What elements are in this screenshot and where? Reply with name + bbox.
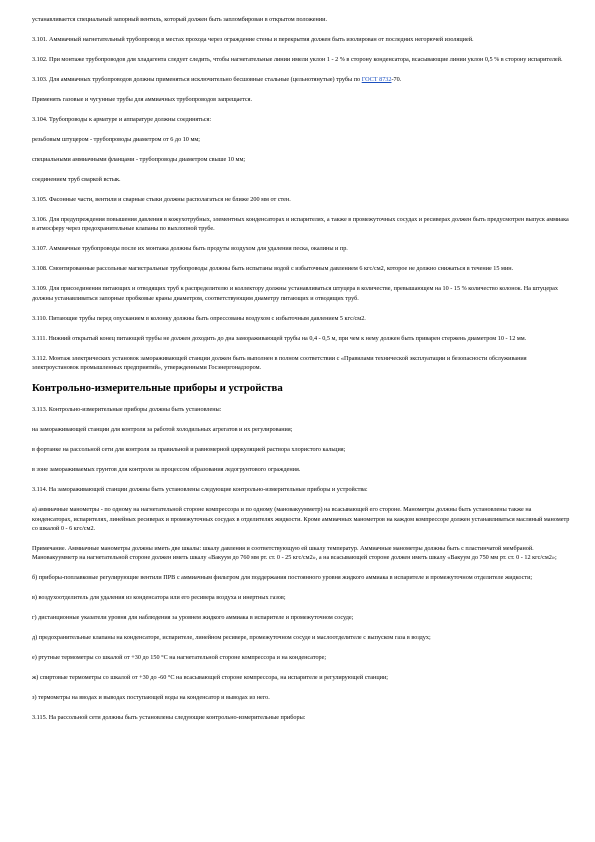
- paragraph: 3.104. Трубопроводы к арматуре и аппаратуре должны соединяться:: [32, 116, 212, 123]
- paragraph: резьбовым штуцером - трубопроводы диаметром от 6 до 10 мм;: [32, 136, 200, 143]
- paragraph: д) предохранительные клапаны на конденсаторе, испарителе, линейном ресивере, промежуточном сосуде и маслоотделителе с выпуском газа в воздух;: [32, 634, 431, 642]
- paragraph: Примечание. Аммиачные манометры должны иметь две шкалы: шкалу давления и соответствующую ей шкалу температур. Аммиачные манометры должны быть с пластинчатой мембраной. Мановакуумметр на нагнетательной стороне должен иметь шкалу «Вакуум до 760 мм рт. ст. 0 - 25 кгс/см2», а на всасывающей стороне должен иметь шкалу «Вакуум до 750 мм рт. ст. 0 - 12 кгс/см2»;: [32, 545, 557, 562]
- paragraph: 3.109. Для присоединения питающих и отводящих труб к распределителю и коллектору должны устанавливаться штуцера в количестве, превышающем на 10 - 15 % количество колонок. На штуцерах должны устанавливаться запорные пробковые краны диаметром, соответствующим диаметру питающих и отводящих труб.: [32, 285, 558, 302]
- paragraph: 3.112. Монтаж электрических установок замораживающей станции должен быть выполнен в полном соответствии с «Правилами технической эксплуатации и безопасности обслуживания электроустановок промышленных предприятий», утвержденными Госэнергонадзором.: [32, 354, 527, 372]
- gost-link[interactable]: ГОСТ 8732: [361, 76, 392, 83]
- paragraph: ж) спиртовые термометры со шкалой от +30 до -60 °С на всасывающей стороне компрессора, на испарителе и регулирующей станции;: [32, 674, 389, 682]
- paragraph: 3.111. Нижний открытый конец питающей трубы не должен доходить до дна замораживающей трубы на 0,4 - 0,5 м, при чем к нему должен быть приварен стержень диаметром 10 - 12 мм.: [32, 334, 527, 342]
- paragraph: в фортанке на рассольной сети для контроля за правильной и равномерной циркуляцией раствора хлористого кальция;: [32, 446, 346, 454]
- paragraph: г) дистанционные указатели уровня для наблюдения за уровнем жидкого аммиака в испарителе и промежуточном сосуде;: [32, 614, 354, 622]
- paragraph: а) аммиачные манометры - по одному на нагнетательной стороне компрессора и по одному (мановакуумметр) на всасывающей его стороне. Манометры должны быть установлены также на конденсаторах, испарителях, линейных ресиверах и промежуточных сосудах в отделителях жидкости. Кроме аммиачных манометров на каждом компрессоре должен устанавливаться масляный манометр со шкалой 0 - 6 кгс/см2.: [32, 506, 570, 533]
- paragraph-text: -70.: [391, 76, 402, 83]
- paragraph: соединением труб сваркой встык.: [32, 176, 121, 183]
- paragraph: на замораживающей станции для контроля за работой холодильных агрегатов и их регулирования;: [32, 426, 293, 434]
- paragraph: специальными аммиачными фланцами - трубопроводы диаметром свыше 10 мм;: [32, 156, 246, 163]
- paragraph: 3.101. Аммиачный нагнетательный трубопровод в местах прохода через ограждение стены и перекрытия должен быть изолирован от последних негорючей изоляцией.: [32, 36, 474, 43]
- paragraph: е) ртутные термометры со шкалой от +30 до 150 °С на нагнетательной стороне компрессора и на конденсаторе;: [32, 654, 327, 662]
- paragraph: устанавливается специальный запорный вентиль, который должен быть запломбирован в открытом положении.: [32, 16, 327, 23]
- paragraph: 3.108. Смонтированные рассольные магистральные трубопроводы должны быть испытаны водой с избыточным давлением 6 кгс/см2, которое не должно снижаться в течение 15 мин.: [32, 265, 514, 273]
- paragraph: в зоне замораживаемых грунтов для контроля за процессом образования ледогрунтового ограждения.: [32, 466, 301, 474]
- paragraph: 3.105. Фасонные части, вентили и сварные стыки должны располагаться не ближе 200 мм от стен.: [32, 196, 291, 203]
- paragraph: [32, 75, 571, 84]
- paragraph: 3.107. Аммиачные трубопроводы после их монтажа должны быть продуты воздухом для удаления песка, окалины и пр.: [32, 245, 348, 253]
- paragraph: в) воздухоотделитель для удаления из конденсатора или его ресивера воздуха и инертных газов;: [32, 594, 286, 602]
- section-heading: Контрольно-измерительные приборы и устройства: [32, 381, 283, 394]
- paragraph: з) термометры на вводах и выводах поступающей воды на конденсатор и выводах из него.: [32, 694, 270, 702]
- paragraph: б) приборы-поплавковые регулирующие вентили ПРВ с аммиачным фильтром для поддержания постоянного уровня жидкого аммиака в испарителе и промежуточном отделителе жидкости;: [32, 574, 533, 582]
- paragraph: 3.106. Для предупреждения повышения давления в кожухотрубных, элементных конденсаторах и испарителях, а также в промежуточных сосудах и ресиверах должен быть предусмотрен выпуск аммиака в атмосферу через предохранительные клапаны по выхлопной трубе.: [32, 216, 569, 233]
- paragraph: 3.113. Контрольно-измерительные приборы должны быть установлены:: [32, 406, 222, 414]
- paragraph-text: 3.103. Для аммиачных трубопроводов должны применяться исключительно бесшовные стальные (цельнотянутые) трубы по: [32, 76, 362, 83]
- paragraph: 3.110. Питающие трубы перед опусканием в колонку должны быть опрессованы воздухом с избыточным давлением 5 кгс/см2.: [32, 314, 366, 322]
- paragraph: 3.115. На рассольной сети должны быть установлены следующие контрольно-измерительные приборы:: [32, 714, 306, 722]
- paragraph: 3.114. На замораживающей станции должны быть установлены следующие контрольно-измерительные приборы и устройства:: [32, 486, 368, 494]
- paragraph: 3.102. При монтаже трубопроводов для хладагента следует следить, чтобы нагнетательные линии имели уклон 1 - 2 % в сторону конденсатора, всасывающие линии уклон 0,5 % в сторону испарителей.: [32, 56, 563, 63]
- paragraph: Применять газовые и чугунные трубы для аммиачных трубопроводов запрещается.: [32, 96, 253, 103]
